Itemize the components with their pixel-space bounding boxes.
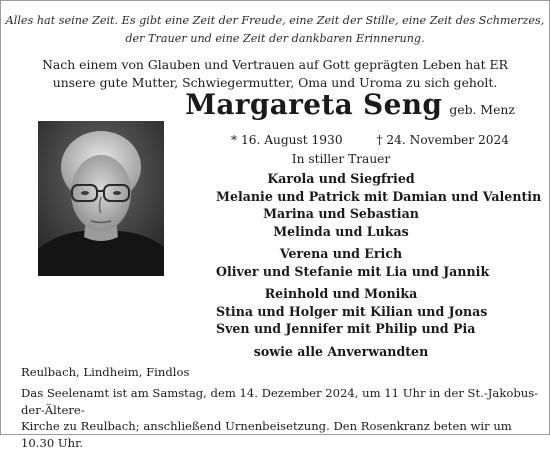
death-date: † 24. November 2024: [376, 133, 510, 147]
service-line: Das Seelenamt ist am Samstag, dem 14. Dezember 2024, um 11 Uhr in der St.-Jakobus-der-Ältere-: [21, 386, 539, 417]
intro-line: unsere gute Mutter, Schwiegermutter, Oma und Uroma zu sich geholt.: [52, 75, 498, 90]
mourner-line: sowie alle Anverwandten: [253, 343, 429, 359]
mourner-line: Sven und Jennifer mit Philip und Pia: [216, 321, 476, 336]
mourner-line: Verena und Erich: [279, 246, 403, 261]
mourner-line: Karola und Siegfried: [267, 171, 415, 186]
mourners-list: [216, 150, 542, 360]
mourner-line: Melinda und Lukas: [273, 223, 409, 239]
deceased-name: Margareta Seng: [185, 88, 443, 121]
birth-date: * 16. August 1930: [231, 133, 343, 147]
motto-text: [1, 12, 549, 48]
mourners-lead: In stiller Trauer: [291, 152, 391, 166]
maiden-name: geb. Menz: [449, 102, 515, 117]
places-line: Reulbach, Lindheim, Findlos: [21, 365, 190, 379]
mourner-line: Marina und Sebastian: [263, 206, 419, 221]
mourner-line: Stina und Holger mit Kilian und Jonas: [216, 303, 488, 319]
deceased-name-line: [1, 88, 549, 121]
motto-line: Alles hat seine Zeit. Es gibt eine Zeit der Freude, eine Zeit der Stille, eine Zeit des Schmerzes,: [5, 14, 545, 27]
mourner-line: Melanie und Patrick mit Damian und Valentin: [216, 188, 542, 204]
mourner-group: [216, 245, 490, 280]
portrait-image: [38, 121, 164, 276]
portrait-photo: [38, 121, 164, 276]
intro-line: Nach einem von Glauben und Vertrauen auf Gott geprägten Leben hat ER: [42, 57, 508, 72]
mourner-line: Oliver und Stefanie mit Lia und Jannik: [216, 263, 490, 279]
service-info: [21, 385, 541, 451]
service-line: Kirche zu Reulbach; anschließend Urnenbeisetzung. Den Rosenkranz beten wir um 10.30 Uhr.: [21, 419, 512, 450]
life-dates: [231, 133, 509, 147]
intro-text: [1, 56, 549, 92]
motto-line: der Trauer und eine Zeit der dankbaren Erinnerung.: [125, 32, 425, 45]
mourner-group: [216, 170, 542, 240]
mourner-group: [216, 343, 466, 361]
mourner-group: [216, 285, 488, 338]
mourner-line: Reinhold und Monika: [264, 286, 418, 301]
